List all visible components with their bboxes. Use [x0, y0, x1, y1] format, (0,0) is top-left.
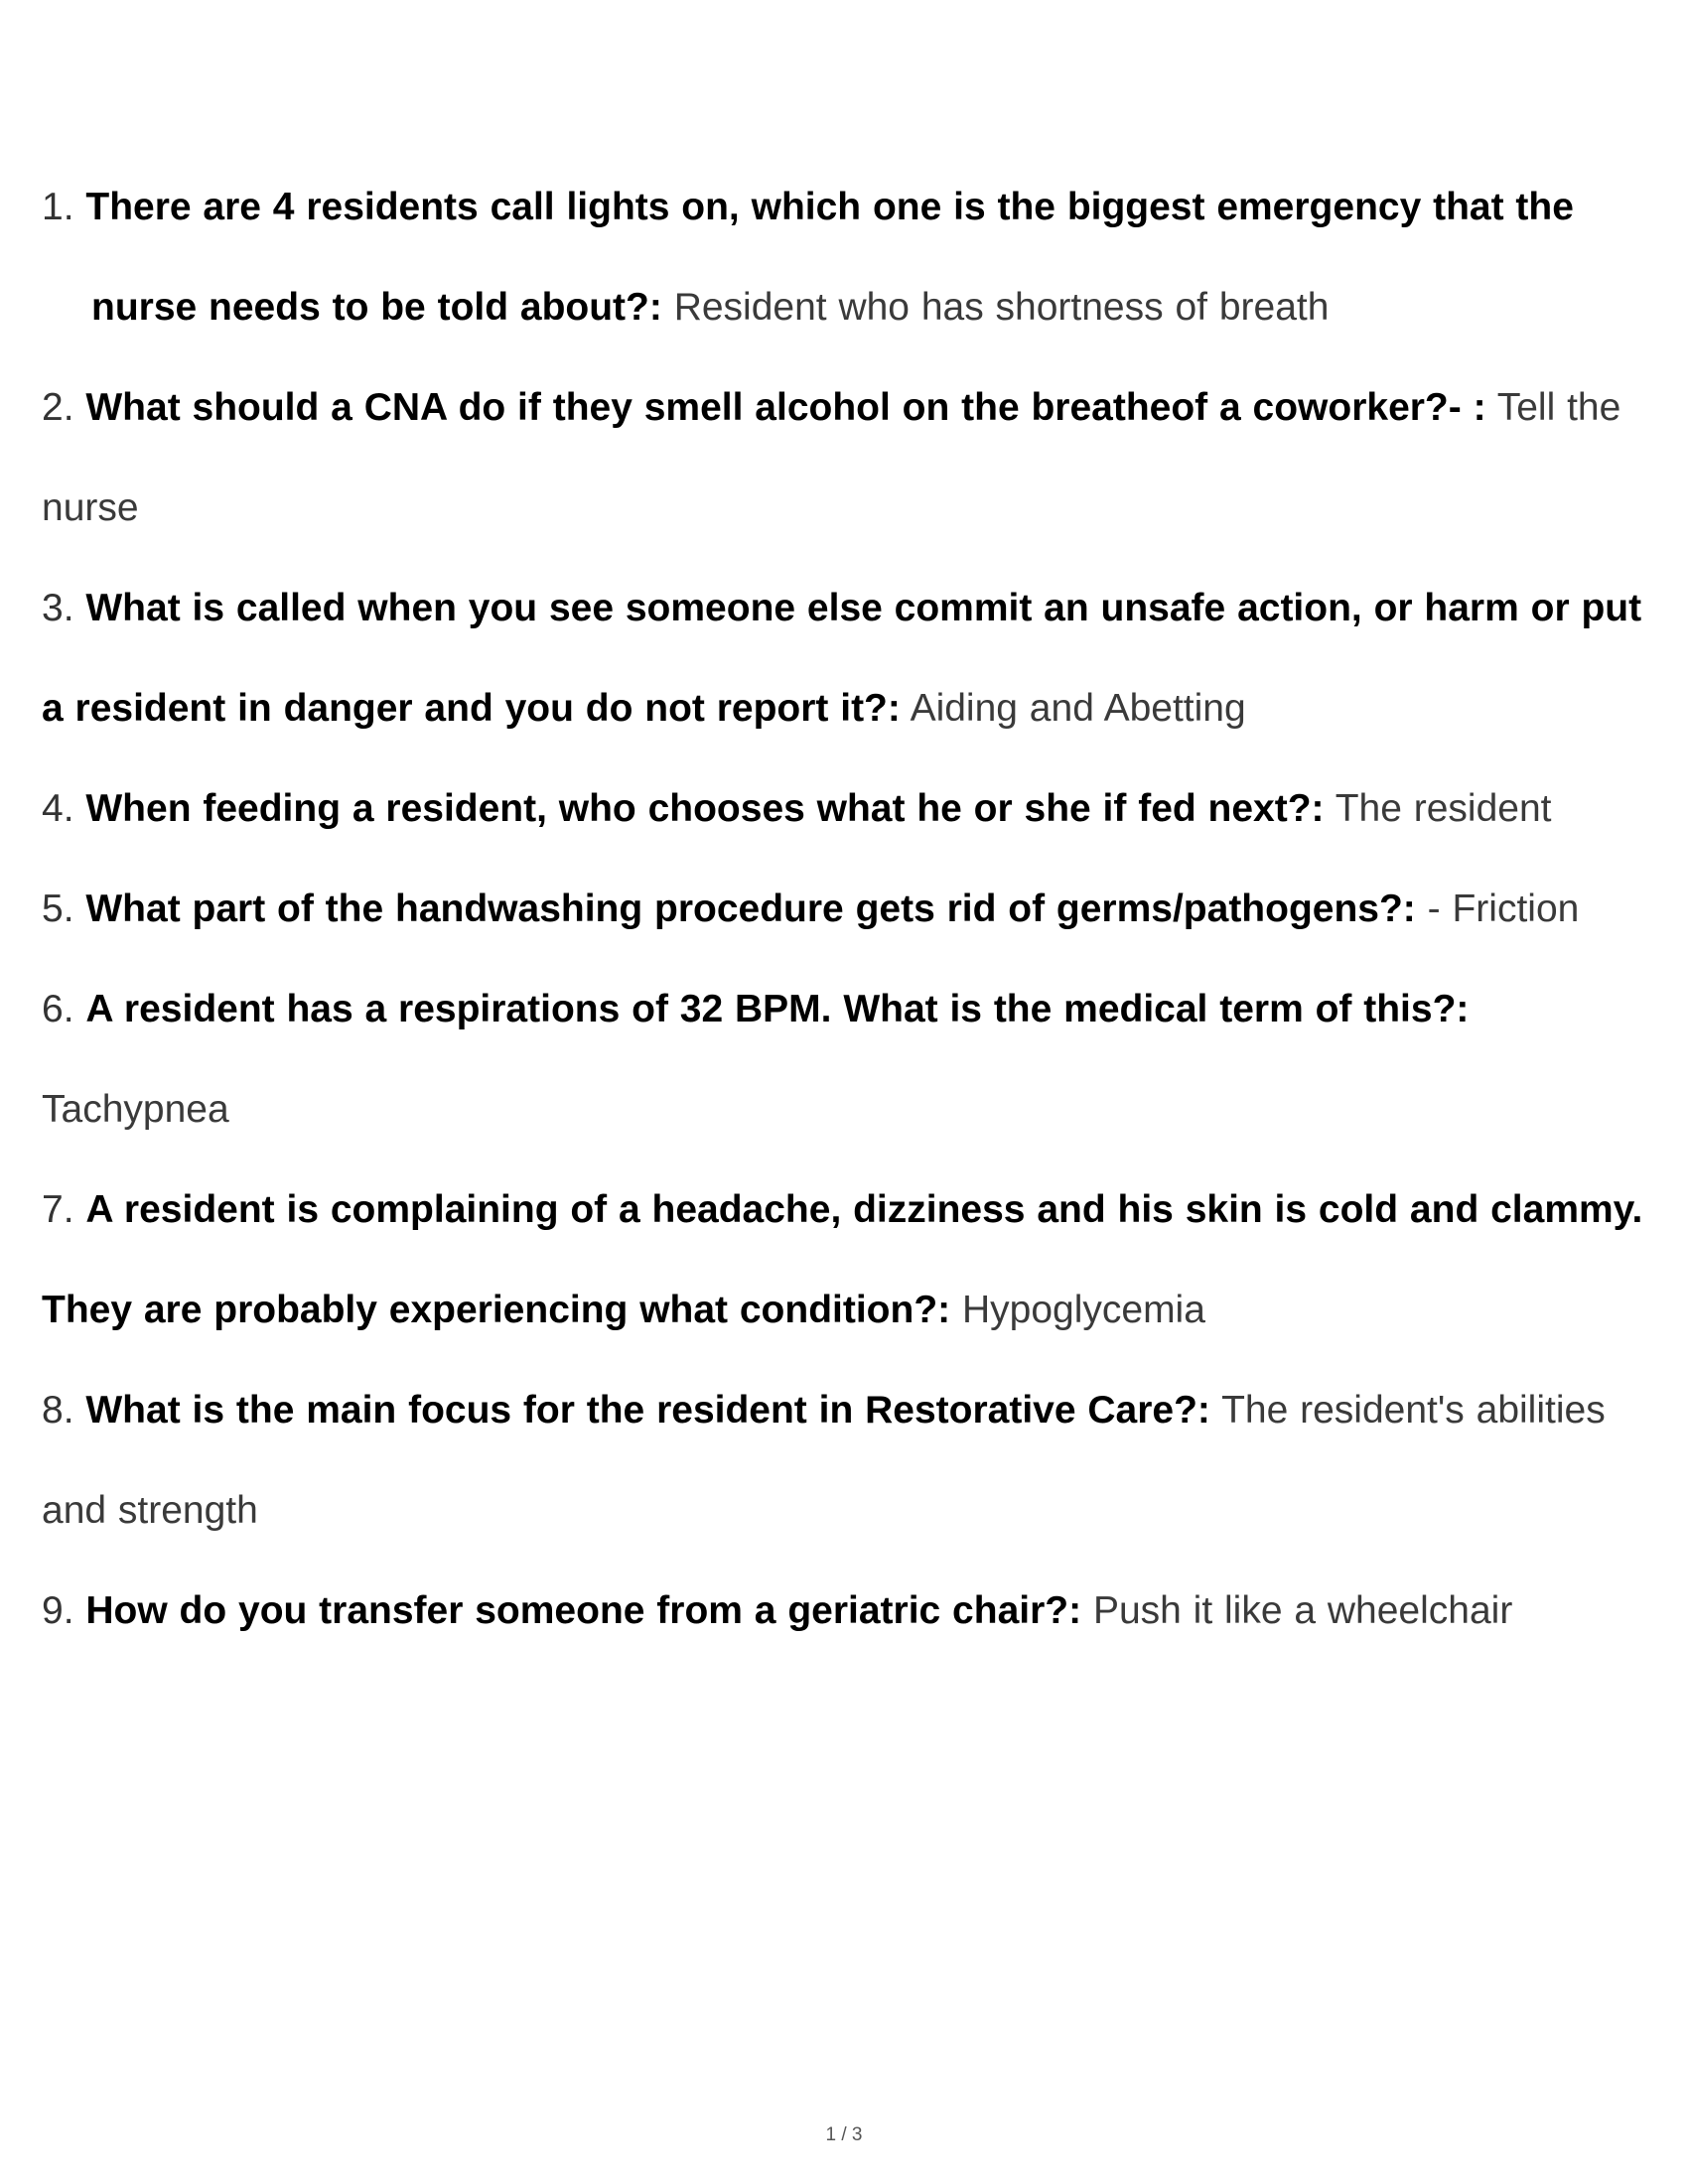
answer-text: The resident — [1335, 787, 1552, 830]
question-text: What is called when you see someone else commit an unsafe action, or harm or put a resident in danger and you do not report it?: — [42, 587, 1642, 730]
question-text: How do you transfer someone from a geriatric chair?: — [85, 1589, 1082, 1632]
answer-text: Hypoglycemia — [961, 1289, 1205, 1331]
answer-text: - Friction — [1427, 887, 1580, 930]
item-number: 4. — [42, 787, 74, 830]
question-item-2 — [42, 357, 1643, 558]
answer-text: Resident who has shortness of breath — [673, 286, 1330, 329]
question-item-7 — [42, 1160, 1643, 1360]
page-number: 1 / 3 — [825, 2124, 863, 2145]
question-text: What is the main focus for the resident in Restorative Care?: — [85, 1389, 1210, 1432]
question-text: A resident is complaining of a headache, dizziness and his skin is cold and clammy. They are probably experiencing what condition?: — [42, 1188, 1643, 1331]
question-item-3 — [42, 558, 1643, 758]
item-number: 3. — [42, 587, 74, 629]
answer-text: Push it like a wheelchair — [1092, 1589, 1513, 1632]
item-number: 6. — [42, 988, 74, 1030]
answer-text: Tell the nurse — [42, 386, 1621, 529]
question-text: What should a CNA do if they smell alcohol on the breatheof a coworker?- : — [85, 386, 1486, 429]
item-number: 8. — [42, 1389, 74, 1432]
answer-text: The resident's abilities and strength — [42, 1389, 1606, 1532]
answer-text: Tachypnea — [42, 1088, 229, 1131]
question-item-5 — [42, 859, 1643, 959]
question-item-1 — [42, 157, 1643, 357]
question-text: When feeding a resident, who chooses what he or she if fed next?: — [85, 787, 1325, 830]
item-number: 9. — [42, 1589, 74, 1632]
item-number: 7. — [42, 1188, 74, 1231]
question-item-4 — [42, 758, 1643, 859]
question-item-6 — [42, 959, 1643, 1160]
item-number: 5. — [42, 887, 74, 930]
question-text: There are 4 residents call lights on, which one is the biggest emergency that the nurse needs to be told about?: — [85, 186, 1574, 329]
question-text: A resident has a respirations of 32 BPM. What is the medical term of this?: — [85, 988, 1470, 1030]
question-item-8 — [42, 1360, 1643, 1561]
question-text: What part of the handwashing procedure gets rid of germs/pathogens?: — [85, 887, 1416, 930]
item-number: 1. — [42, 186, 74, 228]
answer-text: Aiding and Abetting — [910, 687, 1246, 730]
item-number: 2. — [42, 386, 74, 429]
question-item-9 — [42, 1561, 1643, 1661]
